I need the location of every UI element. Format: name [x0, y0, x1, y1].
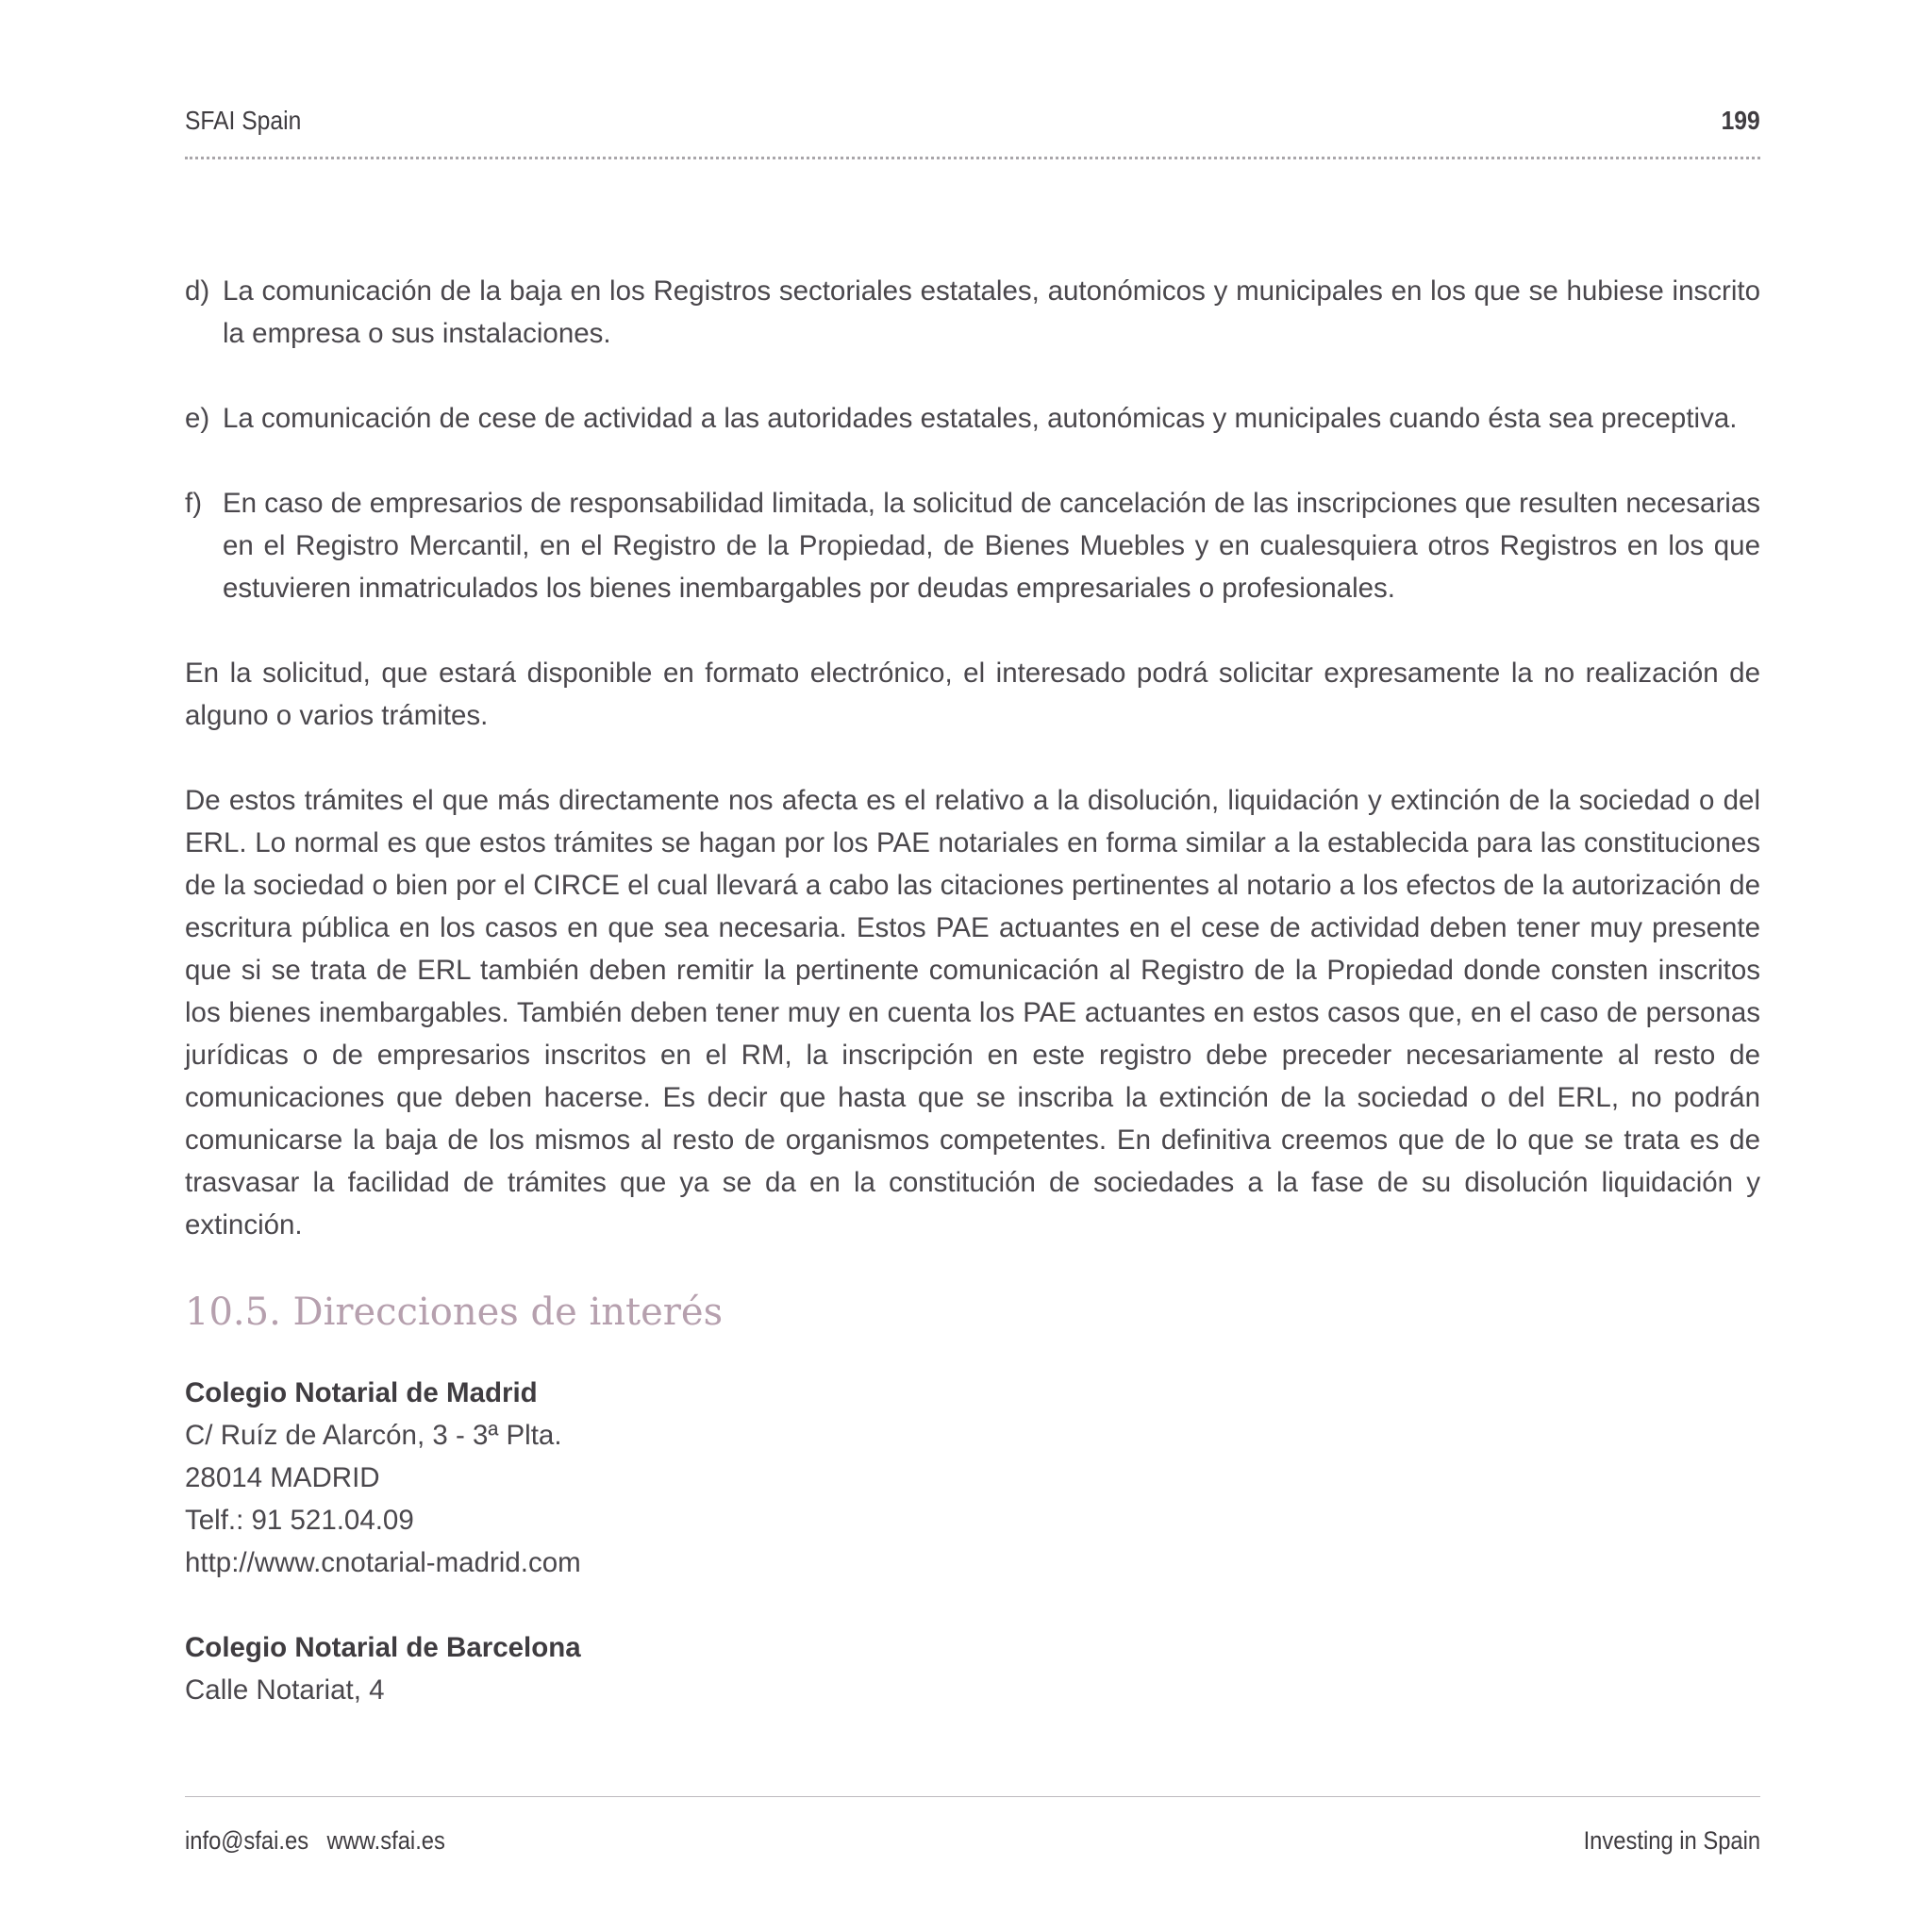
list-item-letter: d) — [185, 275, 210, 307]
footer-divider — [185, 1796, 1760, 1797]
list-item-text: En caso de empresarios de responsabilidad limitada, la solicitud de cancelación de las inscripciones que resulten necesarias en el Registro Mercantil, en el Registro de la Propiedad, de Bienes Muebles y en cualesquiera otros Registros en los que estuvieren inmatriculados los bienes inembargables por deudas empresariales o profesionales. — [223, 488, 1760, 604]
address-street: Calle Notariat, 4 — [185, 1674, 385, 1706]
footer-tagline: Investing in Spain — [1583, 1826, 1760, 1855]
footer-contact — [185, 1826, 445, 1856]
footer-email-link[interactable]: info@sfai.es — [185, 1826, 309, 1855]
address-block-madrid — [185, 1372, 1760, 1584]
header-title: SFAI Spain — [185, 106, 302, 135]
page-body — [185, 270, 1760, 1754]
page-footer — [185, 1826, 1760, 1864]
list-item-text: La comunicación de cese de actividad a las autoridades estatales, autonómicas y municipales cuando ésta sea preceptiva. — [223, 403, 1738, 434]
list-item-f — [185, 482, 1760, 609]
list-item-letter: f) — [185, 488, 203, 519]
list-item-text: La comunicación de la baja en los Registros sectoriales estatales, autonómicos y municipales en los que se hubiese inscrito la empresa o sus instalaciones. — [223, 275, 1760, 349]
page-number: 199 — [1721, 106, 1760, 135]
footer-website-link[interactable]: www.sfai.es — [326, 1826, 445, 1855]
list-item-letter: e) — [185, 403, 210, 434]
list-item-e — [185, 397, 1760, 440]
paragraph-solicitud: En la solicitud, que estará disponible en formato electrónico, el interesado podrá solicitar expresamente la no realización de alguno o varios trámites. — [185, 658, 1760, 731]
address-block-barcelona — [185, 1626, 1760, 1711]
address-name: Colegio Notarial de Madrid — [185, 1377, 538, 1408]
address-url-link[interactable]: http://www.cnotarial-madrid.com — [185, 1547, 581, 1578]
paragraph-tramites: De estos trámites el que más directamente nos afecta es el relativo a la disolución, liquidación y extinción de la sociedad o del ERL. Lo normal es que estos trámites se hagan por los PAE notariales en forma similar a la establecida para las constituciones de la sociedad o bien por el CIRCE el cual llevará a cabo las citaciones pertinentes al notario a los efectos de la autorización de escritura pública en los casos en que sea necesaria. Estos PAE actuantes en el cese de actividad deben tener muy presente que si se trata de ERL también deben remitir la pertinente comunicación al Registro de la Propiedad donde consten inscritos los bienes inembargables. También deben tener muy en cuenta los PAE actuantes en estos casos que, en el caso de personas jurídicas o de empresarios inscritos en el RM, la inscripción en este registro debe preceder necesariamente al resto de comunicaciones que deben hacerse. Es decir que hasta que se inscriba la extinción de la sociedad o del ERL, no podrán comunicarse la baja de los mismos al resto de organismos competentes. En definitiva creemos que de lo que se trata es de trasvasar la facilidad de trámites que ya se da en la constitución de sociedades a la fase de su disolución liquidación y extinción. — [185, 785, 1760, 1241]
address-phone: Telf.: 91 521.04.09 — [185, 1505, 414, 1536]
page-header — [185, 106, 1760, 143]
address-street: C/ Ruíz de Alarcón, 3 - 3ª Plta. — [185, 1420, 562, 1451]
header-divider — [185, 157, 1760, 159]
section-heading: 10.5. Direcciones de interés — [185, 1291, 724, 1334]
list-item-d — [185, 270, 1760, 355]
address-city: 28014 MADRID — [185, 1462, 380, 1493]
address-name: Colegio Notarial de Barcelona — [185, 1632, 581, 1663]
